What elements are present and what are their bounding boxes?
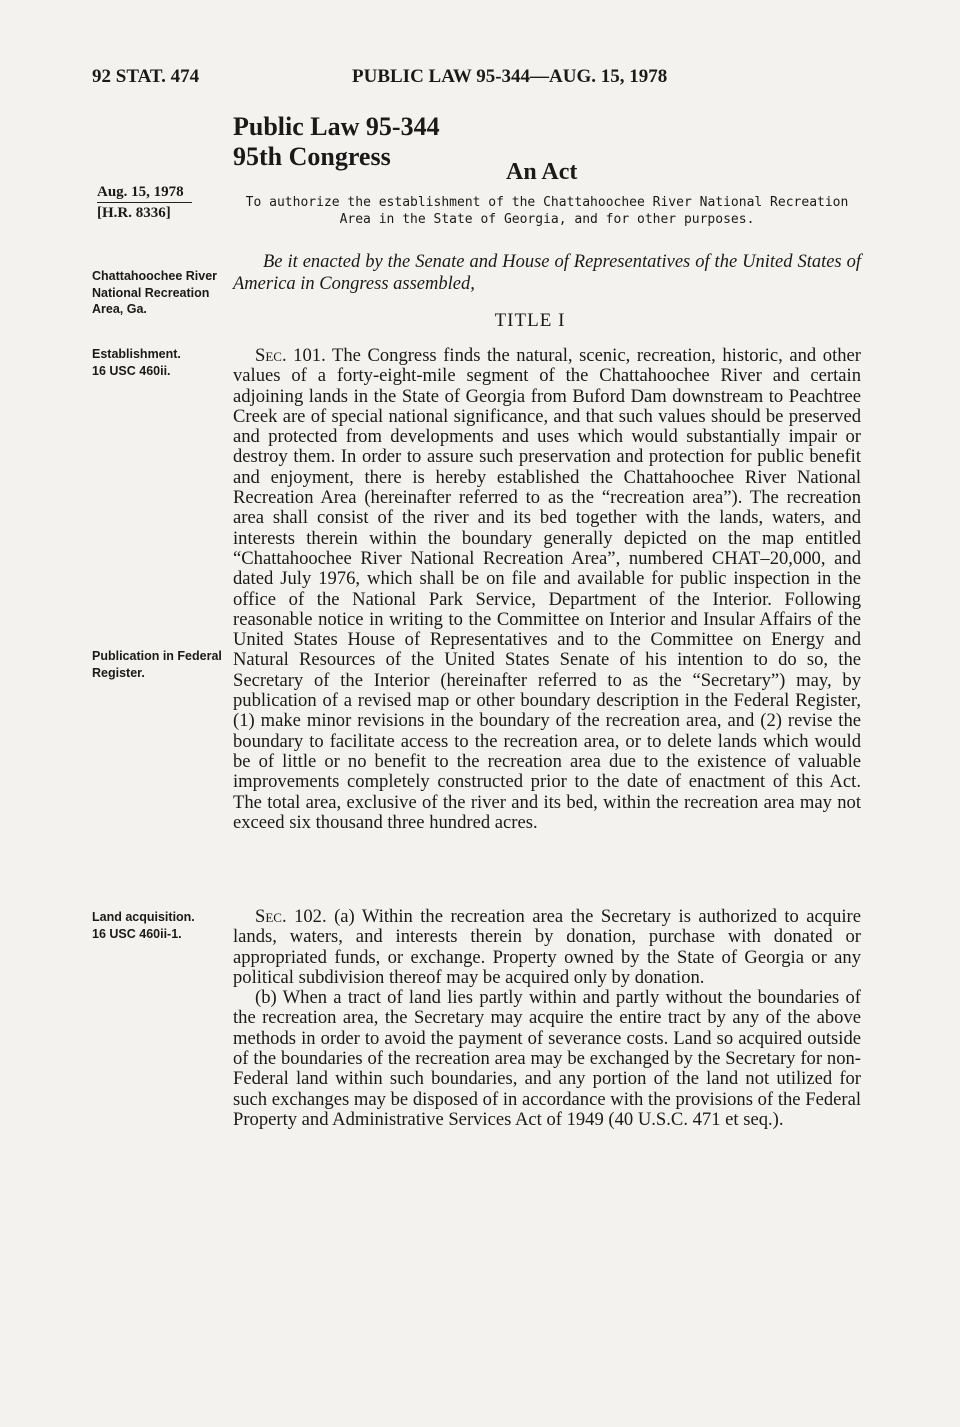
congress-number: 95th Congress [233, 142, 391, 171]
establishment-label: Establishment. [92, 347, 181, 361]
margin-note-establishment [92, 346, 232, 379]
act-purpose [233, 194, 861, 228]
purpose-line-2: Area in the State of Georgia, and for other purposes. [339, 212, 755, 227]
establishment-citation: 16 USC 460ii. [92, 363, 171, 378]
title-heading: TITLE I [494, 310, 566, 331]
law-heading [233, 112, 440, 172]
stat-page-reference: 92 STAT. 474 [92, 66, 200, 87]
section-101-text: The Congress finds the natural, scenic, recreation, historic, and other values of a forty-eight-mile segment of the Chattahoochee River and certain adjoining lands in the State of Georgia from Buford Dam downstream to Peachtree Creek are of special national significance, and that such values should be preserved and protected from developments and uses which would substantially impair or destroy them. In order to assure such preservation and protection for public benefit and enjoyment, there is hereby established the Chattahoochee River National Recreation Area (hereinafter referred to as the “recreation area”). The recreation area shall consist of the river and its bed together with the lands, waters, and interests therein within the boundary generally depicted on the map entitled “Chattahoochee River National Recreation Area”, numbered CHAT–20,000, and dated July 1976, which shall be on file and available for public inspection in the office of the National Park Service, Department of the Interior. Following reasonable notice in writing to the Committee on Interior and Insular Affairs of the United States House of Representatives and to the Committee on Energy and Natural Resources of the United States Senate of his intention to do so, the Secretary of the Interior (hereinafter referred to as the “Secretary”) may, by publication of a revised map or other boundary description in the Federal Register, (1) make minor revisions in the boundary of the recreation area, and (2) revise the boundary to facilitate access to the recreation area, or to delete lands which would be of little or no benefit to the recreation area due to the existence of valuable improvements completely constructed prior to the date of enactment of this Act. The total area, exclusive of the river and its bed, within the recreation area may not exceed six thousand three hundred acres. [233, 345, 861, 833]
margin-note-publication: Publication in Federal Register. [92, 649, 222, 680]
act-label: An Act [506, 159, 578, 185]
land-acquisition-label: Land acquisition. [92, 910, 195, 924]
section-102b-text: (b) When a tract of land lies partly within and partly without the boundaries of the recreation area, the Secretary may acquire the entire tract by any of the above methods in order to avoid the payment of severance costs. Land so acquired outside of the boundaries of the recreation area may be exchanged by the Secretary for non-Federal land within such boundaries, and any portion of the land not utilized for such exchanges may be disposed of in accordance with the provisions of the Federal Property and Administrative Services Act of 1949 (40 U.S.C. 471 et seq.). [233, 987, 861, 1130]
law-number: Public Law 95-344 [233, 112, 440, 141]
running-head: PUBLIC LAW 95-344—AUG. 15, 1978 [352, 66, 668, 87]
section-101-label: Sec. 101. [255, 345, 326, 366]
enactment-date-block [97, 182, 192, 223]
section-102a-text: (a) Within the recreation area the Secretary is authorized to acquire lands, waters, and interests therein by donation, purchase with donated or appropriated funds, or exchange. Property owned by the State of Georgia or any political subdivision thereof may be acquired only by donation. [233, 906, 861, 988]
section-101 [233, 346, 861, 833]
purpose-line-1: To authorize the establishment of the Chattahoochee River National Recreation [245, 195, 849, 210]
section-102-label: Sec. 102. [255, 906, 327, 927]
enacting-clause: Be it enacted by the Senate and House of Representatives of the United States of America in Congress assembled, [233, 252, 861, 294]
margin-note-land-acquisition [92, 909, 232, 942]
section-102 [233, 907, 861, 1130]
enactment-date: Aug. 15, 1978 [97, 182, 192, 203]
margin-note-area: Chattahoochee River National Recreation Area, Ga. [92, 269, 218, 316]
land-acquisition-citation: 16 USC 460ii-1. [92, 926, 182, 941]
bill-number: [H.R. 8336] [97, 205, 171, 221]
